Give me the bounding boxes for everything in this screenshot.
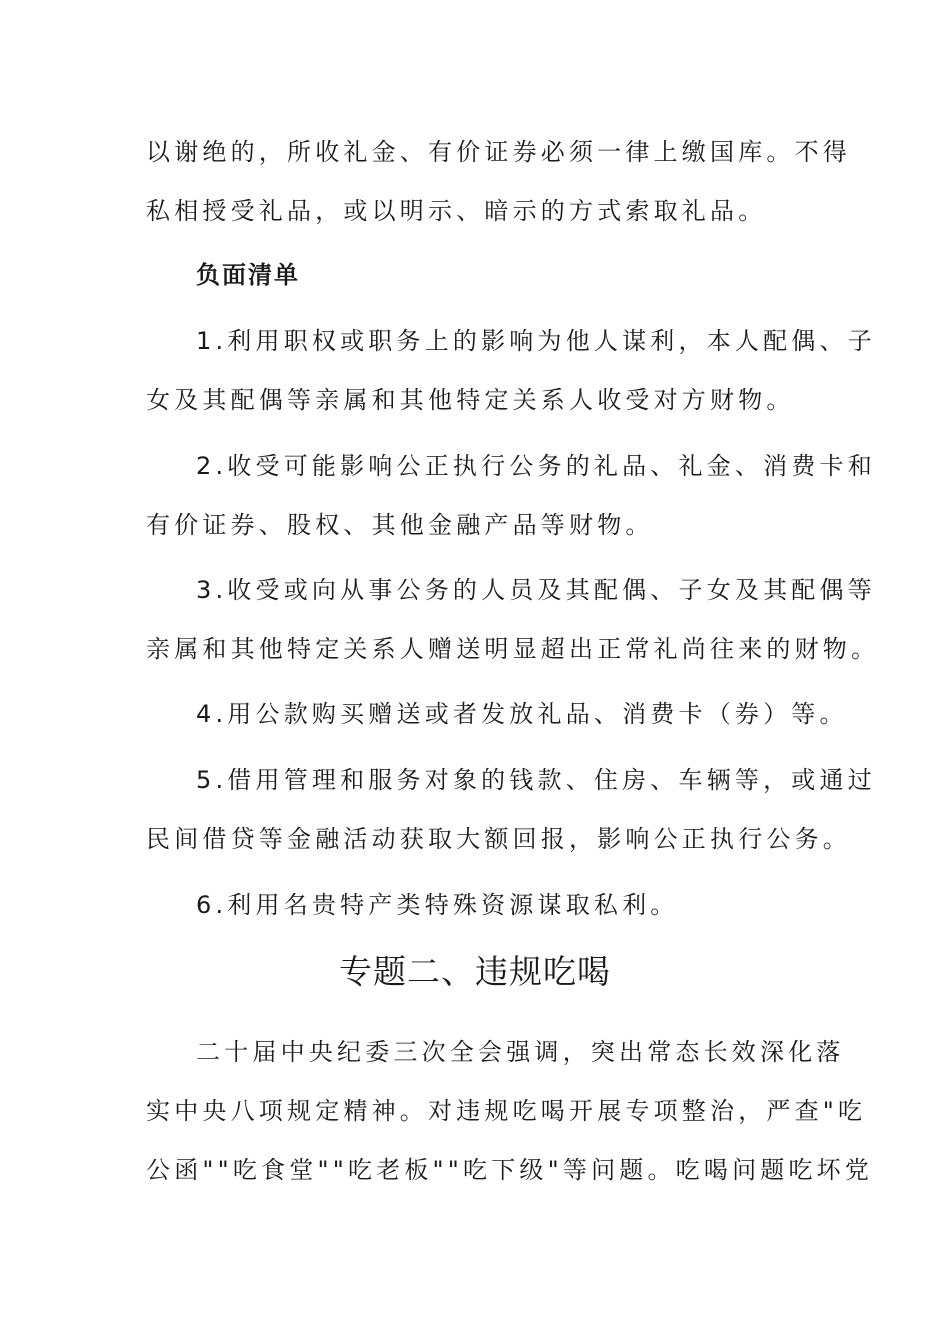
section2-line-3: 公函""吃食堂""吃老板""吃下级"等问题。吃喝问题吃坏党 [146,1156,874,1184]
intro-line-2: 私相授受礼品，或以明示、暗示的方式索取礼品。 [146,197,767,225]
list-item-5-line-1: 5.借用管理和服务对象的钱款、住房、车辆等，或通过 [196,766,876,794]
list-item-4-line-1: 4.用公款购买赠送或者发放礼品、消费卡（券）等。 [196,700,848,728]
section2-line-1: 二十届中央纪委三次全会强调，突出常态长效深化落 [196,1038,845,1066]
list-item-6-line-1: 6.利用名贵特产类特殊资源谋取私利。 [196,891,679,919]
negative-list-heading: 负面清单 [196,261,300,289]
list-item-5-line-2: 民间借贷等金融活动获取大额回报，影响公正执行公务。 [146,825,851,853]
list-item-3-line-2: 亲属和其他特定关系人赠送明显超出正常礼尚往来的财物。 [146,635,880,663]
list-item-2-line-2: 有价证券、股权、其他金融产品等财物。 [146,511,654,539]
list-item-2-line-1: 2.收受可能影响公正执行公务的礼品、礼金、消费卡和 [196,452,876,480]
list-item-3-line-1: 3.收受或向从事公务的人员及其配偶、子女及其配偶等 [196,576,876,604]
section2-line-2: 实中央八项规定精神。对违规吃喝开展专项整治，严查"吃 [146,1097,867,1125]
list-item-1-line-2: 女及其配偶等亲属和其他特定关系人收受对方财物。 [146,386,795,414]
list-item-1-line-1: 1.利用职权或职务上的影响为他人谋利，本人配偶、子 [196,327,876,355]
intro-line-1: 以谢绝的，所收礼金、有价证券必须一律上缴国库。不得 [146,138,851,166]
section-title: 专题二、违规吃喝 [339,952,611,991]
